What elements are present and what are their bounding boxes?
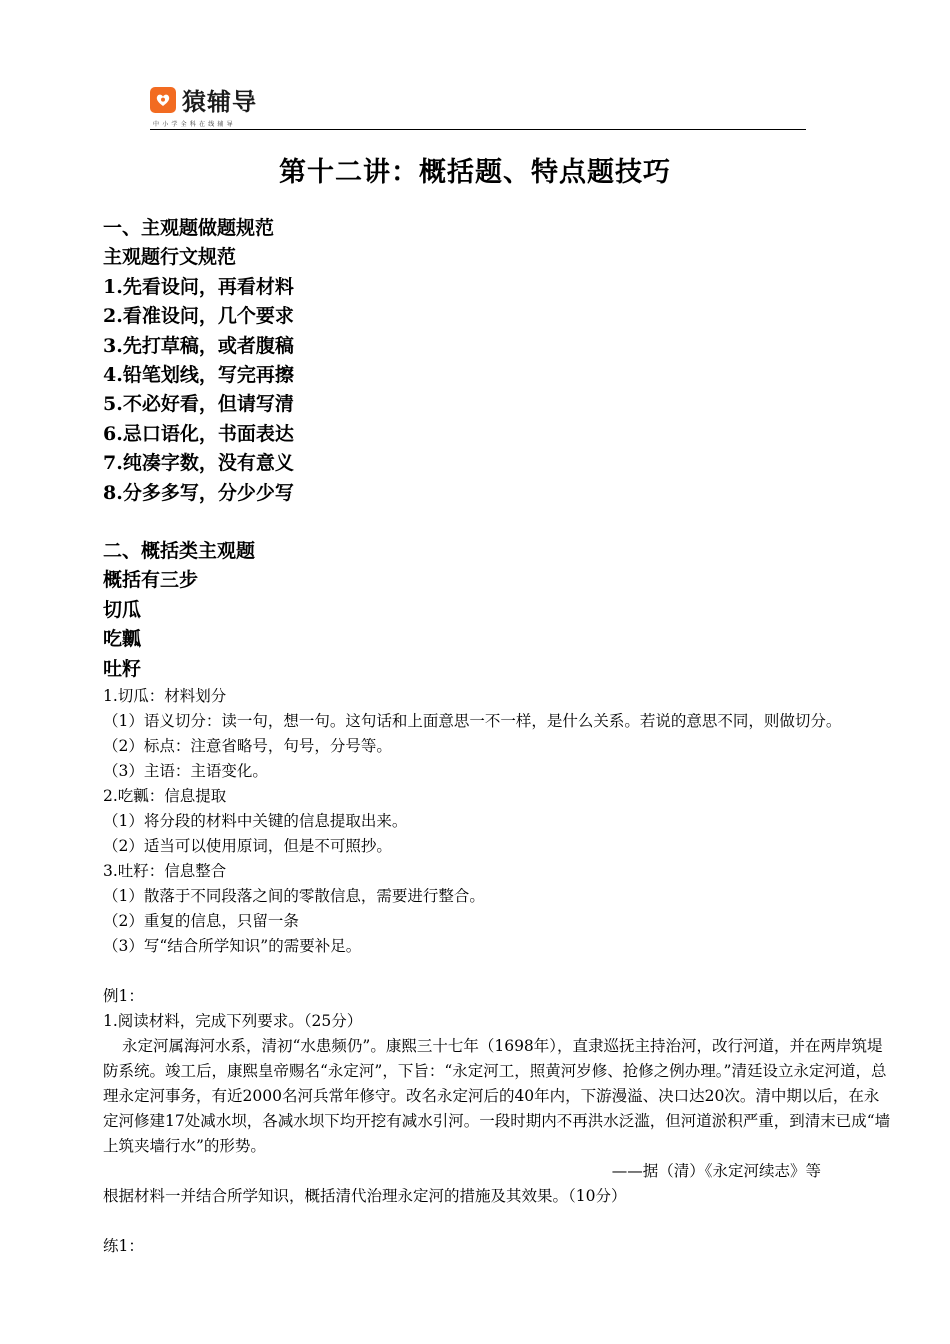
brand-logo-icon [150,87,176,113]
rule-item: 8.分多多写，分少少写 [103,481,294,504]
detail-line: （1）散落于不同段落之间的零散信息，需要进行整合。 [103,887,485,906]
rule-item: 1.先看设问，再看材料 [103,275,294,298]
section1-heading: 一、主观题做题规范 [103,217,275,239]
brand-logo [150,82,806,117]
brand-tagline: 中小学全科在线辅导 [153,121,236,128]
detail-line: 2.吃瓤：信息提取 [103,787,227,806]
section1-subheading: 主观题行文规范 [103,246,237,269]
page-title: 第十二讲：概括题、特点题技巧 [279,157,671,188]
page-header [150,82,806,132]
detail-line: （3）主语：主语变化。 [103,762,268,781]
spacer [103,508,893,537]
detail-line: （2）适当可以使用原词，但是不可照抄。 [103,837,392,856]
example-task: 根据材料一并结合所学知识，概括清代治理永定河的措施及其效果。（10分） [103,1187,627,1206]
detail-line: （1）将分段的材料中关键的信息提取出来。 [103,812,408,831]
step-line: 吃瓤 [103,628,142,651]
rule-item: 5.不必好看，但请写清 [103,393,294,416]
example-question: 1.阅读材料，完成下列要求。（25分） [103,1012,363,1031]
section2-heading: 二、概括类主观题 [103,540,256,563]
step-line: 吐籽 [103,657,142,680]
detail-line: 1.切瓜：材料划分 [103,687,227,706]
example-label: 例1： [103,987,144,1006]
rule-item: 3.先打草稿，或者腹稿 [103,334,294,357]
header-divider [150,129,806,130]
example-source: ——据（清）《永定河续志》等 [611,1162,821,1181]
detail-line: （3）写“结合所学知识”的需要补足。 [103,937,362,956]
rule-item: 6.忌口语化，书面表达 [103,422,294,445]
step-line: 概括有三步 [103,569,199,592]
detail-line: （1）语义切分：读一句，想一句。这句话和上面意思一不一样，是什么关系。若说的意思不同，则做切分。 [103,712,842,731]
practice-label: 练1： [103,1237,144,1256]
rule-item: 2.看准设问，几个要求 [103,305,294,328]
step-line: 切瓜 [103,598,142,621]
document-body [103,214,893,1259]
detail-line: （2）标点：注意省略号，句号，分号等。 [103,737,392,756]
spacer [103,959,893,984]
brand-name: 猿辅导 [182,88,257,116]
detail-line: 3.吐籽：信息整合 [103,862,227,881]
detail-line: （2）重复的信息，只留一条 [103,912,299,931]
spacer [103,1209,893,1234]
rule-item: 7.纯凑字数，没有意义 [103,452,294,475]
example-passage: 永定河属海河水系，清初“水患频仍”。康熙三十七年（1698年），直隶巡抚主持治河，改行河道，并在两岸筑堤防系统。竣工后，康熙皇帝赐名“永定河”，下旨：“永定河工，照黄河岁修、抢修之例办理。”清廷设立永定河道，总理永定河事务，有近2000名河兵常年修守。改名永定河后的40年内，下游漫溢、决口达20次。清中期以后，在永定河修建17处减水坝，各减水坝下均开挖有减水引河。一段时期内不再洪水泛滥，但河道淤积严重，到清末已成“墙上筑夹墙行水”的形势。 [103,1037,891,1156]
rule-item: 4.铅笔划线，写完再擦 [103,364,294,387]
